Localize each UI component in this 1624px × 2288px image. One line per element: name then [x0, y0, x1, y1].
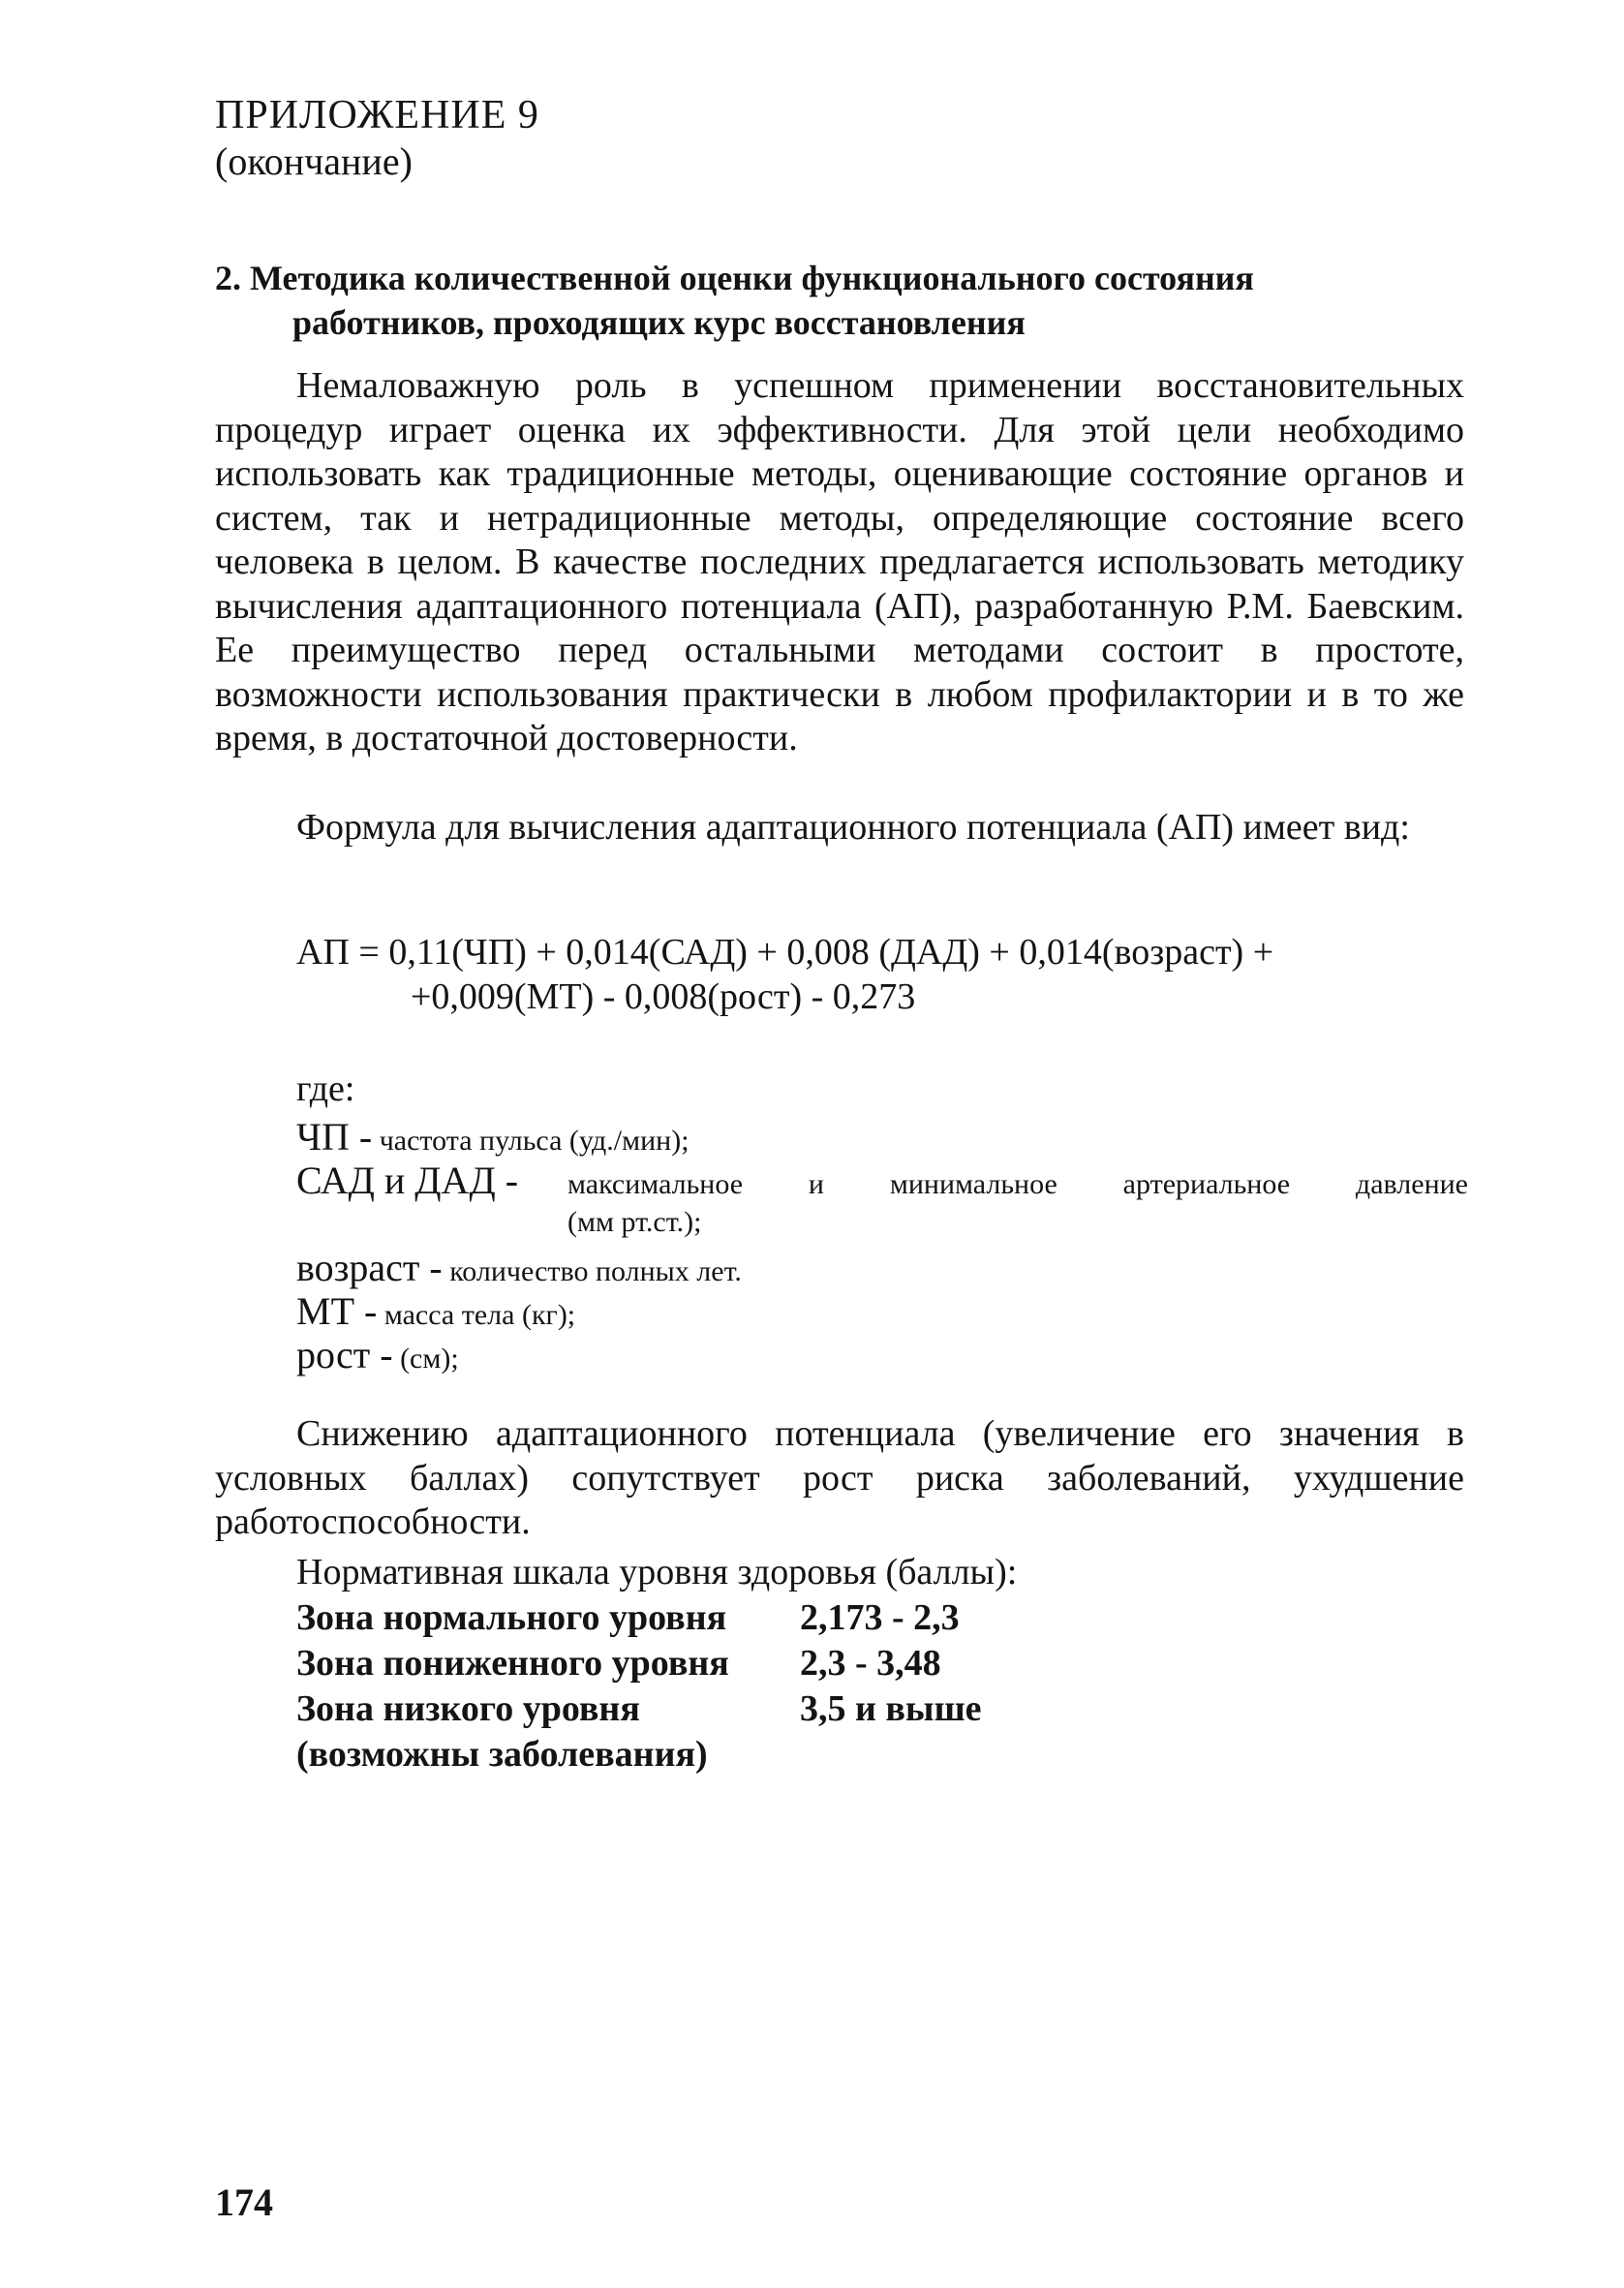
scale-row: [296, 1686, 982, 1731]
scale-value: 2,3 - 3,48: [800, 1643, 941, 1684]
scale-row: [296, 1595, 960, 1640]
scale-zone: Зона нормального уровня: [296, 1597, 727, 1638]
legend-definition: количество полных лет.: [442, 1255, 742, 1287]
scale-note: (возможны заболевания): [296, 1734, 708, 1775]
scale-heading: Нормативная шкала уровня здоровья (баллы):: [296, 1552, 1018, 1592]
legend-term: возраст -: [296, 1246, 443, 1289]
legend-definition: (см);: [392, 1343, 459, 1375]
scale-zone: Зона низкого уровня: [296, 1688, 640, 1729]
section-heading-line1: 2. Методика количественной оценки функционального состояния: [215, 259, 1254, 297]
formula-line2: +0,009(МТ) - 0,008(рост) - 0,273: [411, 976, 916, 1017]
formula: [296, 930, 1273, 1019]
conclusion-paragraph: Снижению адаптационного потенциала (увеличение его значения в условных баллах) сопутствует рост риска заболеваний, ухудшение работоспособности.: [215, 1413, 1464, 1542]
section-heading: [215, 256, 1464, 345]
section-heading-line2: работников, проходящих курс восстановления: [292, 303, 1026, 342]
legend-item-age: [296, 1245, 742, 1290]
legend-term: МТ -: [296, 1289, 378, 1333]
scale-value: 2,173 - 2,3: [800, 1597, 960, 1638]
legend-definition: масса тела (кг);: [377, 1299, 576, 1331]
legend-where-label: где:: [296, 1068, 355, 1109]
legend-term: рост -: [296, 1333, 393, 1376]
legend-item-height: [296, 1332, 459, 1377]
legend-definition: максимальное и минимальное артериальное давление: [567, 1168, 1468, 1200]
legend-term: САД и ДАД -: [296, 1159, 519, 1202]
formula-intro-paragraph: Формула для вычисления адаптационного потенциала (АП) имеет вид:: [296, 807, 1410, 848]
legend-item-pulse: [296, 1114, 689, 1159]
scale-zone: Зона пониженного уровня: [296, 1643, 729, 1684]
appendix-title: ПРИЛОЖЕНИЕ 9: [215, 93, 539, 138]
legend-definition-continued: (мм рт.ст.);: [567, 1206, 702, 1238]
scale-value: 3,5 и выше: [800, 1688, 982, 1729]
page-number: 174: [215, 2180, 273, 2224]
formula-line1: АП = 0,11(ЧП) + 0,014(САД) + 0,008 (ДАД) + 0,014(возраст) +: [296, 932, 1274, 973]
intro-paragraph: Немаловажную роль в успешном применении восстановительных процедур играет оценка их эффективности. Для этой цели необходимо использовать как традиционные методы, оценивающие состояние органов и систем, так и нетрадиционные методы, определяющие состояние всего человека в целом. В качестве последних предлагается использовать методику вычисления адаптационного потенциала (АП), разработанную Р.М. Баевским. Ее преимущество перед остальными методами состоит в простоте, возможности использования практически в любом профилактории и в то же время, в достаточной достоверности.: [215, 365, 1464, 758]
appendix-subtitle: (окончание): [215, 139, 413, 183]
legend-term: ЧП -: [296, 1115, 373, 1159]
legend-definition: частота пульса (уд./мин);: [372, 1125, 689, 1157]
legend-item-pressure: [296, 1158, 1468, 1238]
legend-item-body-mass: [296, 1288, 575, 1334]
scale-row: [296, 1641, 941, 1685]
